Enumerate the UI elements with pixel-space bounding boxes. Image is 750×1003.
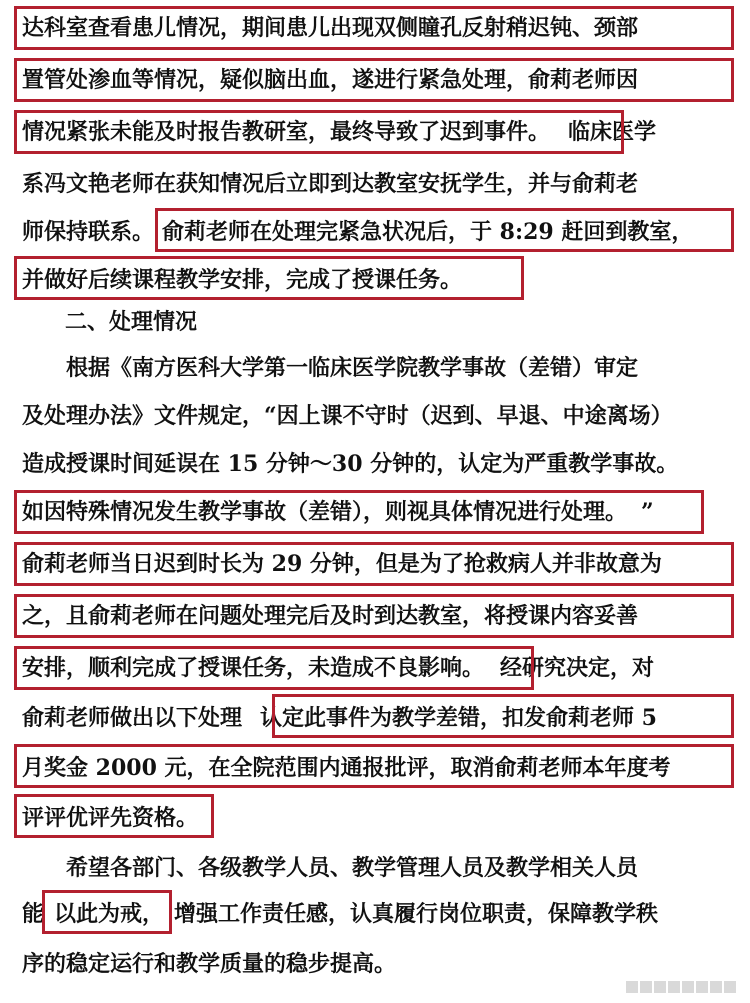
text-segment: 情况紧张未能及时报告教研室，最终导致了迟到事件。 [22,119,551,145]
text-segment: 安排，顺利完成了授课任务，未造成不良影响。 [22,655,485,681]
section-heading: 二、处理情况 [65,309,198,335]
watermark-block [654,981,666,993]
highlight-box [14,110,624,154]
text-segment: 增强工作责任感，认真履行岗位职责，保障教学秩 [174,901,659,927]
watermark [626,981,736,993]
text-segment: 系冯文艳老师在获知情况后立即到达教室安抚学生，并与俞莉老 [22,171,639,197]
highlight-box [272,694,734,738]
text-segment: 序的稳定运行和教学质量的稳步提高。 [22,951,397,977]
watermark-block [682,981,694,993]
text-segment: 及处理办法》文件规定，“因上课不守时（迟到、早退、中途离场） [22,403,673,429]
text-line-7 [66,350,638,386]
watermark-block [724,981,736,993]
text-segment: 置管处渗血等情况，疑似脑出血，遂进行紧急处理，俞莉老师因 [22,67,639,93]
watermark-block [626,981,638,993]
text-segment: 俞莉老师在处理完紧急状况后，于 8:29 赶回到教室， [162,219,694,245]
text-segment: 俞莉老师当日迟到时长为 29 分钟，但是为了抢救病人并非故意为 [22,551,662,577]
text-segment: ” [641,499,654,525]
watermark-block [640,981,652,993]
highlight-box [14,794,214,838]
highlight-box [14,646,534,690]
watermark-block [696,981,708,993]
watermark-block [710,981,722,993]
watermark-block [668,981,680,993]
highlight-box [14,490,704,534]
text-line-9 [22,446,678,482]
text-segment: 评评优评先资格。 [22,805,199,831]
text-segment: 月奖金 2000 元，在全院范围内通报批评，取消俞莉老师本年度考 [22,755,671,781]
text-segment: 达科室查看患儿情况，期间患儿出现双侧瞳孔反射稍迟钝、颈部 [22,15,639,41]
text-segment: 能 [22,901,45,927]
text-segment: 临床医学 [568,119,657,145]
text-line-8 [22,398,673,434]
text-line-17 [66,850,638,886]
text-line-19 [22,946,396,982]
text-segment: 如因特殊情况发生教学事故（差错），则视具体情况进行处理。 [22,499,628,525]
highlight-box [42,890,172,934]
text-segment: 经研究决定，对 [500,655,655,681]
text-segment: 之，且俞莉老师在问题处理完后及时到达教室，将授课内容妥善 [22,603,639,629]
highlight-box [14,6,734,50]
highlight-box [14,256,524,300]
text-segment: 造成授课时间延误在 15 分钟～30 分钟的，认定为严重教学事故。 [22,451,679,477]
text-segment: 根据《南方医科大学第一临床医学院教学事故（差错）审定 [66,355,639,381]
highlight-box [14,594,734,638]
text-segment: 师保持联系。 [22,219,155,245]
text-segment: 以此为戒， [54,901,165,927]
highlight-box [14,744,734,788]
text-segment: 并做好后续课程教学安排，完成了授课任务。 [22,267,463,293]
text-segment: 希望各部门、各级教学人员、教学管理人员及教学相关人员 [66,855,639,881]
highlight-box [155,208,734,252]
text-line-4 [22,166,638,202]
highlight-box [14,58,734,102]
highlight-box [14,542,734,586]
text-segment: 俞莉老师做出以下处理 [22,705,243,731]
text-segment: 认定此事件为教学差错，扣发俞莉老师 5 [260,705,657,731]
